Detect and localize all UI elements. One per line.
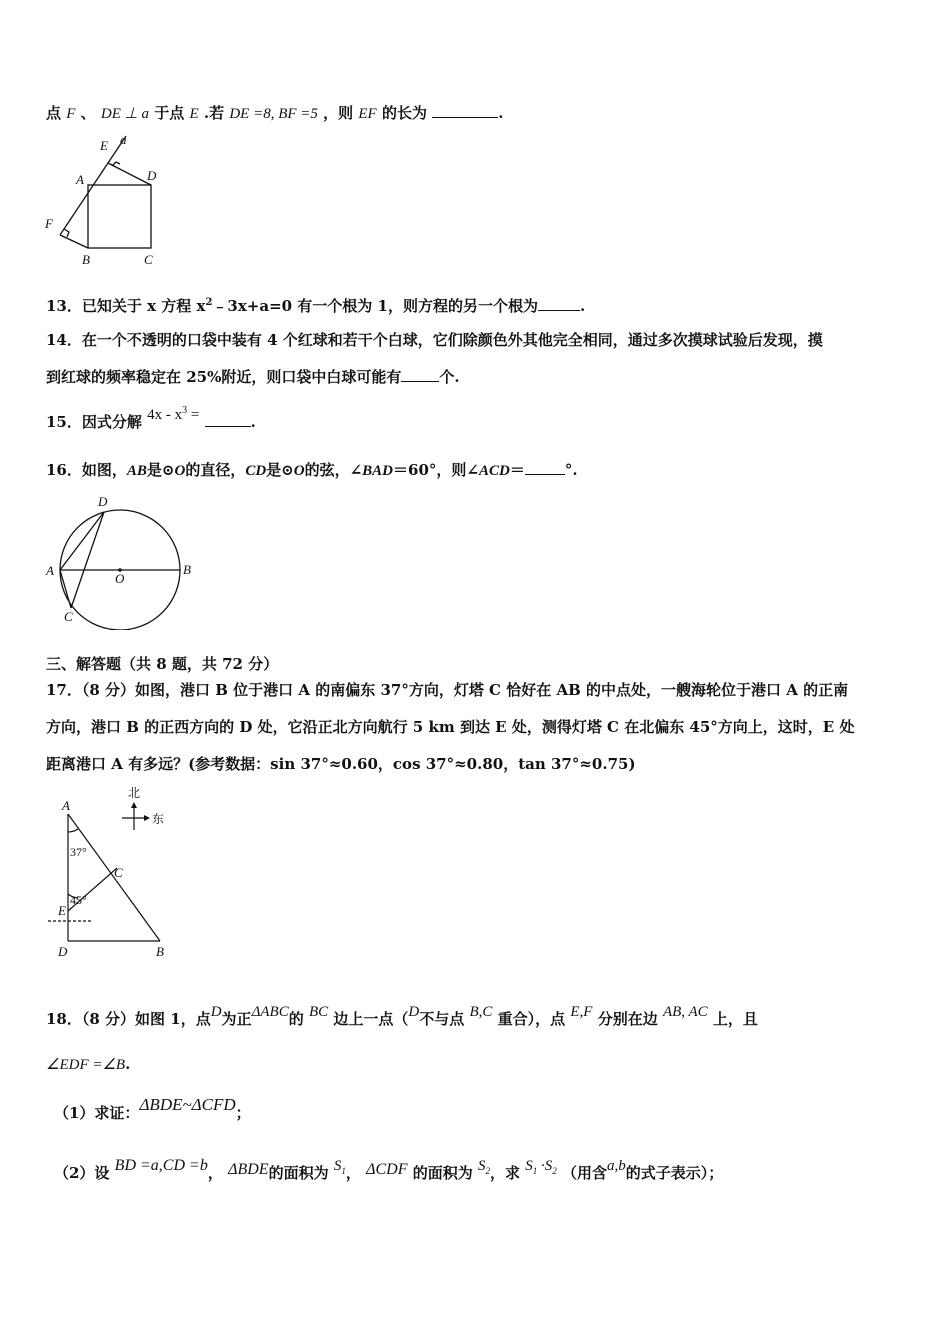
text: ，则 (323, 104, 354, 122)
math: 4x - x (147, 407, 183, 423)
text: （用含 (561, 1164, 607, 1182)
text: ，求 (489, 1164, 520, 1182)
question-14-line2 (46, 366, 460, 387)
math: ·S (537, 1158, 553, 1174)
text: （2）设 (54, 1164, 110, 1182)
subscript: 1 (532, 1166, 538, 1176)
label-east: 东 (152, 812, 165, 826)
text: （1）求证： (54, 1104, 140, 1122)
text: ＝ (509, 461, 525, 479)
question-15 (46, 405, 256, 432)
label-C: C (114, 865, 123, 880)
math-s2 (478, 1158, 490, 1174)
label-north: 北 (128, 786, 141, 800)
math-expression (147, 407, 199, 423)
subscript: 2 (552, 1166, 557, 1176)
math: D (210, 1004, 222, 1020)
math: S (525, 1158, 533, 1174)
text: 点 (46, 104, 62, 122)
math: = (187, 407, 200, 423)
answer-blank (205, 411, 251, 427)
math: E,F (570, 1004, 593, 1020)
text: . (498, 104, 504, 122)
math: DE =8, BF =5 (229, 106, 318, 122)
text: . (250, 413, 256, 431)
question-18-line1 (46, 1004, 758, 1029)
math-s1 (334, 1158, 346, 1174)
text: ， (207, 1164, 223, 1182)
text: 不与点 (419, 1010, 465, 1028)
text: °. (564, 461, 578, 479)
label-D: D (98, 494, 108, 509)
text: 15．因式分解 (46, 413, 142, 431)
text: ＝60°，则∠ (393, 461, 479, 479)
math: EF (358, 106, 377, 122)
math: ΔABC (251, 1004, 289, 1020)
math: ΔBDE (228, 1161, 269, 1178)
math: O (293, 463, 305, 479)
text: 的直径， (185, 461, 246, 479)
question-18-part1 (54, 1095, 251, 1123)
question-18-part2 (54, 1157, 724, 1184)
label-A: A (76, 172, 84, 187)
math: BC (308, 1004, 329, 1020)
text: 为正 (221, 1010, 252, 1028)
label-C: C (144, 252, 153, 267)
label-a: a (120, 132, 127, 147)
subscript: 1 (341, 1166, 346, 1176)
superscript: 3 (182, 405, 188, 416)
question-13 (46, 295, 585, 316)
text: 边上一点（ (333, 1010, 409, 1028)
label-E: E (58, 903, 66, 918)
question-18-line2 (46, 1055, 130, 1074)
text: 是⊙ (266, 461, 294, 479)
math: AB (126, 463, 147, 479)
subscript: 2 (485, 1166, 490, 1176)
math: ACD (478, 463, 510, 479)
text: 的面积为 (412, 1164, 473, 1182)
label-D: D (58, 944, 68, 959)
text: ； (235, 1104, 251, 1122)
text: ， (345, 1164, 361, 1182)
label-B: B (183, 562, 191, 577)
text: . (579, 297, 586, 315)
label-B: B (156, 944, 164, 959)
text: 重合），点 (497, 1010, 566, 1028)
math: D (408, 1004, 420, 1020)
math: DE ⊥ a (100, 106, 149, 122)
text: .若 (203, 104, 225, 122)
math: O (174, 463, 186, 479)
answer-blank (401, 366, 439, 382)
text: 的 (288, 1010, 304, 1028)
question-17-line2: 方向，港口 B 的正西方向的 D 处，它沿正北方向航行 5 km 到达 E 处，测得灯塔 C 在北偏东 45°方向上，这时，E 处 (46, 718, 855, 736)
math-product (525, 1158, 557, 1174)
text: 是⊙ (146, 461, 175, 479)
question-17-line3: 距离港口 A 有多远？(参考数据：sin 37°≈0.60，cos 37°≈0.80，tan 37°≈0.75) (46, 755, 636, 773)
text: . (125, 1055, 131, 1073)
text: 到红球的频率稳定在 25%附近，则口袋中白球可能有 (46, 368, 402, 386)
math: a,b (606, 1158, 626, 1174)
text: 上，且 (712, 1010, 758, 1028)
math: ΔCDF (366, 1161, 408, 1178)
text: ﹣3x+a=0 有一个根为 1，则方程的另一个根为 (212, 297, 538, 315)
label-E: E (100, 138, 108, 153)
angle-37: 37° (70, 845, 87, 859)
label-C: C (64, 609, 73, 624)
math: CD (245, 463, 267, 479)
text: 分别在边 (597, 1010, 658, 1028)
question-16 (46, 459, 578, 480)
angle-45: 45° (70, 893, 87, 907)
math: BAD (362, 463, 394, 479)
superscript: 2 (205, 297, 213, 308)
math: BD =a,CD =b (114, 1157, 208, 1174)
question-14-line1: 14．在一个不透明的口袋中装有 4 个红球和若干个白球，它们除颜色外其他完全相同，通过多次摸球试验后发现，摸 (46, 331, 823, 349)
figure-circle (40, 490, 200, 630)
text: 16．如图， (46, 461, 127, 479)
answer-blank (525, 459, 565, 475)
label-A: A (62, 798, 70, 813)
text: 13．已知关于 x 方程 x (46, 297, 206, 315)
text: 的面积为 (268, 1164, 329, 1182)
figure-square-line (40, 128, 170, 270)
math: B,C (469, 1004, 493, 1020)
figure-harbor (40, 784, 190, 960)
answer-blank (538, 295, 580, 311)
math: F (66, 106, 76, 122)
math: E (189, 106, 199, 122)
label-O: O (115, 571, 125, 586)
text: 的式子表示）； (625, 1164, 724, 1182)
math: S (333, 1158, 342, 1174)
text: 于点 (154, 104, 185, 122)
math: ∠EDF =∠B (46, 1057, 126, 1073)
label-F: F (45, 216, 53, 231)
answer-blank (432, 102, 498, 118)
math: S (477, 1158, 486, 1174)
math: AB, AC (662, 1004, 708, 1020)
label-D: D (147, 168, 157, 183)
question-17-line1: 17．（8 分）如图，港口 B 位于港口 A 的南偏东 37°方向，灯塔 C 恰好在 AB 的中点处，一艘海轮位于港口 A 的正南 (46, 681, 849, 699)
label-A: A (46, 563, 54, 578)
text: 的弦，∠ (304, 461, 363, 479)
label-B: B (82, 252, 90, 267)
section-3-heading: 三、解答题（共 8 题，共 72 分） (46, 655, 279, 673)
text: 个. (439, 368, 460, 386)
text: 的长为 (381, 104, 427, 122)
math: ΔBDE~ΔCFD (139, 1095, 236, 1114)
text: 18．（8 分）如图 1，点 (46, 1010, 211, 1028)
q12-tail-line (46, 102, 503, 123)
text: 、 (80, 104, 96, 122)
